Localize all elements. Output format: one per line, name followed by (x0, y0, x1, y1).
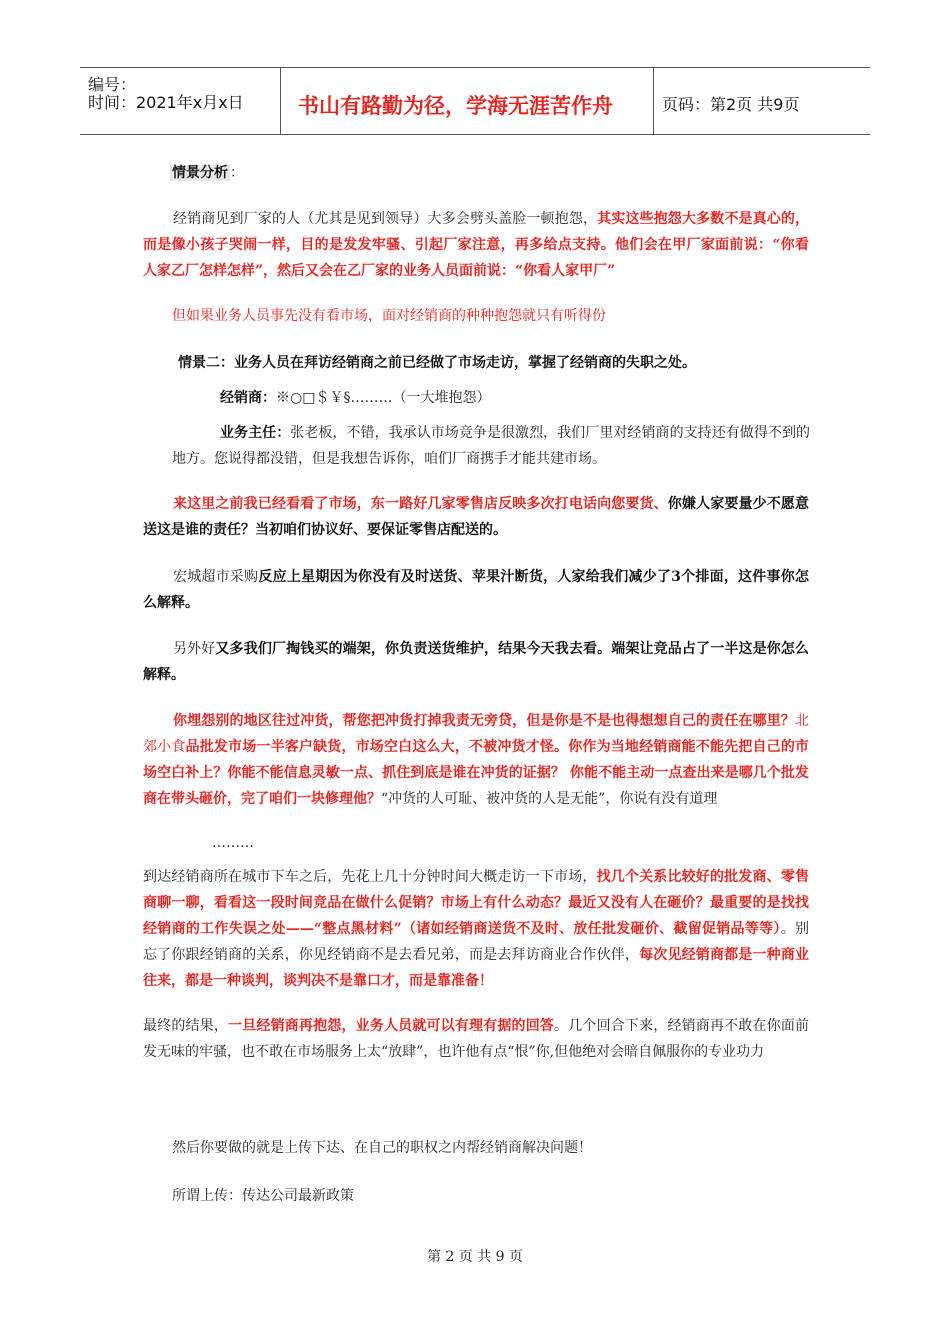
ellipsis-line: ……… (212, 835, 254, 851)
paragraph-8 (143, 1013, 809, 1065)
header-number-label: 编号： (88, 75, 137, 94)
header-page-label: 页码：第2页 共9页 (662, 95, 800, 114)
paragraph-6-normal: “冲货的人可耻、被冲货的人是无能”，你说有没有道理 (381, 791, 718, 807)
scene-two-title: 情景二：业务人员在拜访经销商之前已经做了市场走访，掌握了经销商的失职之处。 (178, 355, 696, 371)
manager-label: 业务主任： (220, 425, 291, 441)
paragraph-2: 但如果业务人员事先没有看市场，面对经销商的种种抱怨就只有听得份 (172, 308, 606, 324)
header-motto: 书山有路勤为径，学海无涯苦作舟 (298, 94, 613, 118)
paragraph-3-bold: 你嫌人家要量少不愿意送这是谁的责任？当初咱们协议好、要保证零售店配送的。 (143, 496, 810, 538)
paragraph-4-normal: 宏城超市采购 (173, 569, 259, 585)
paragraph-5 (143, 636, 809, 688)
paragraph-6-red-1: 你埋怨别的地区往过冲货，帮您把冲货打掉我责无旁贷，但是你是不是也得想想自己的责任在哪里？ (173, 713, 795, 729)
scene-analysis-colon: ： (230, 165, 244, 181)
paragraph-10: 所谓上传：传达公司最新政策 (172, 1188, 354, 1204)
footer-page-number: 第 2 页 共 9 页 (426, 1249, 524, 1265)
dealer-text: ※○□＄￥§………（一大堆抱怨） (276, 390, 491, 406)
paragraph-5-bold: 又多我们厂掏钱买的端架，你负责送货维护，结果今天我去看。端架让竞品占了一半这是你怎么解释。 (143, 641, 810, 683)
header-time-label: 时间：2021年x月x日 (88, 93, 244, 112)
paragraph-6 (143, 708, 809, 812)
paragraph-1 (143, 206, 809, 284)
manager-line (172, 420, 810, 472)
paragraph-7-normal-2: 。别忘了你跟经销商的关系，你见经销商不是去看兄弟，而是去拜访商业合作伙伴， (143, 921, 810, 963)
paragraph-5-normal: 另外好 (173, 641, 216, 657)
paragraph-6-red-normal: 北郊小食 (143, 713, 809, 755)
scene-analysis-title: 情景分析 (172, 165, 228, 181)
paragraph-7-normal-1: 到达经销商所在城市下车之后，先花上几十分钟时间大概走访一下市场， (143, 869, 597, 885)
paragraph-9: 然后你要做的就是上传下达、在自己的职权之内帮经销商解决问题！ (172, 1140, 592, 1156)
dealer-label: 经销商： (220, 390, 276, 406)
paragraph-1-red: 其实这些抱怨大多数不是真心的，而是像小孩子哭闹一样，目的是发发牢骚、引起厂家注意，再多给点支持。他们会在甲厂家面前说：“你看人家乙厂怎样怎样”，然后又会在乙厂家的业务人员面前说：“你看人家甲厂” (143, 211, 810, 279)
header-bottom-border (80, 134, 870, 135)
paragraph-4 (143, 564, 809, 616)
paragraph-8-normal-1: 最终的结果， (143, 1018, 229, 1034)
header-divider-left (280, 67, 281, 135)
paragraph-1-normal: 经销商见到厂家的人（尤其是见到领导）大多会劈头盖脸一顿抱怨， (173, 211, 598, 227)
scene-analysis-heading (170, 160, 836, 186)
header-top-border (80, 67, 870, 68)
header-divider-right (653, 67, 654, 135)
paragraph-6-red-2: 品批发市场一半客户缺货，市场空白这么大，不被冲货才怪。你作为当地经销商能不能先把自己的市场空白补上？你能不能信息灵敏一点、抓住到底是谁在冲货的证据？ 你能不能主动一点查出来是哪几个批发商在带头砸价，完了咱们一块修理他？ (143, 739, 810, 807)
paragraph-3 (143, 491, 809, 543)
paragraph-8-normal-2: 。几个回合下来，经销商再不敢在你面前发无味的牢骚，也不敢在市场服务上太“放肆”，也许他有点“恨”你,但他绝对会暗自佩服你的专业功力 (143, 1018, 810, 1060)
manager-text: 张老板，不错，我承认市场竞争是很激烈，我们厂里对经销商的支持还有做得不到的地方。您说得都没错，但是我想告诉你，咱们厂商携手才能共建市场。 (172, 425, 811, 467)
paragraph-3-red: 来这里之前我已经看看了市场，东一路好几家零售店反映多次打电话向您要货、 (173, 496, 668, 512)
paragraph-4-bold: 反应上星期因为你没有及时送货、苹果汁断货，人家给我们减少了3个排面，这件事你怎么解释。 (143, 569, 809, 611)
paragraph-7-red-2: 每次见经销商都是一种商业往来，都是一种谈判，谈判决不是靠口才，而是靠准备！ (143, 947, 810, 989)
paragraph-7 (143, 864, 809, 994)
paragraph-7-red-1: 找几个关系比较好的批发商、零售商聊一聊，看看这一段时间竞品在做什么促销？市场上有什么动态？最近又没有人在砸价？最重要的是找找经销商的工作失误之处——“整点黑材料”（诸如经销商送货不及时、放任批发砸价、截留促销品等等） (143, 869, 810, 937)
dealer-line (220, 385, 886, 411)
paragraph-8-red: 一旦经销商再抱怨，业务人员就可以有理有据的回答 (228, 1018, 555, 1034)
